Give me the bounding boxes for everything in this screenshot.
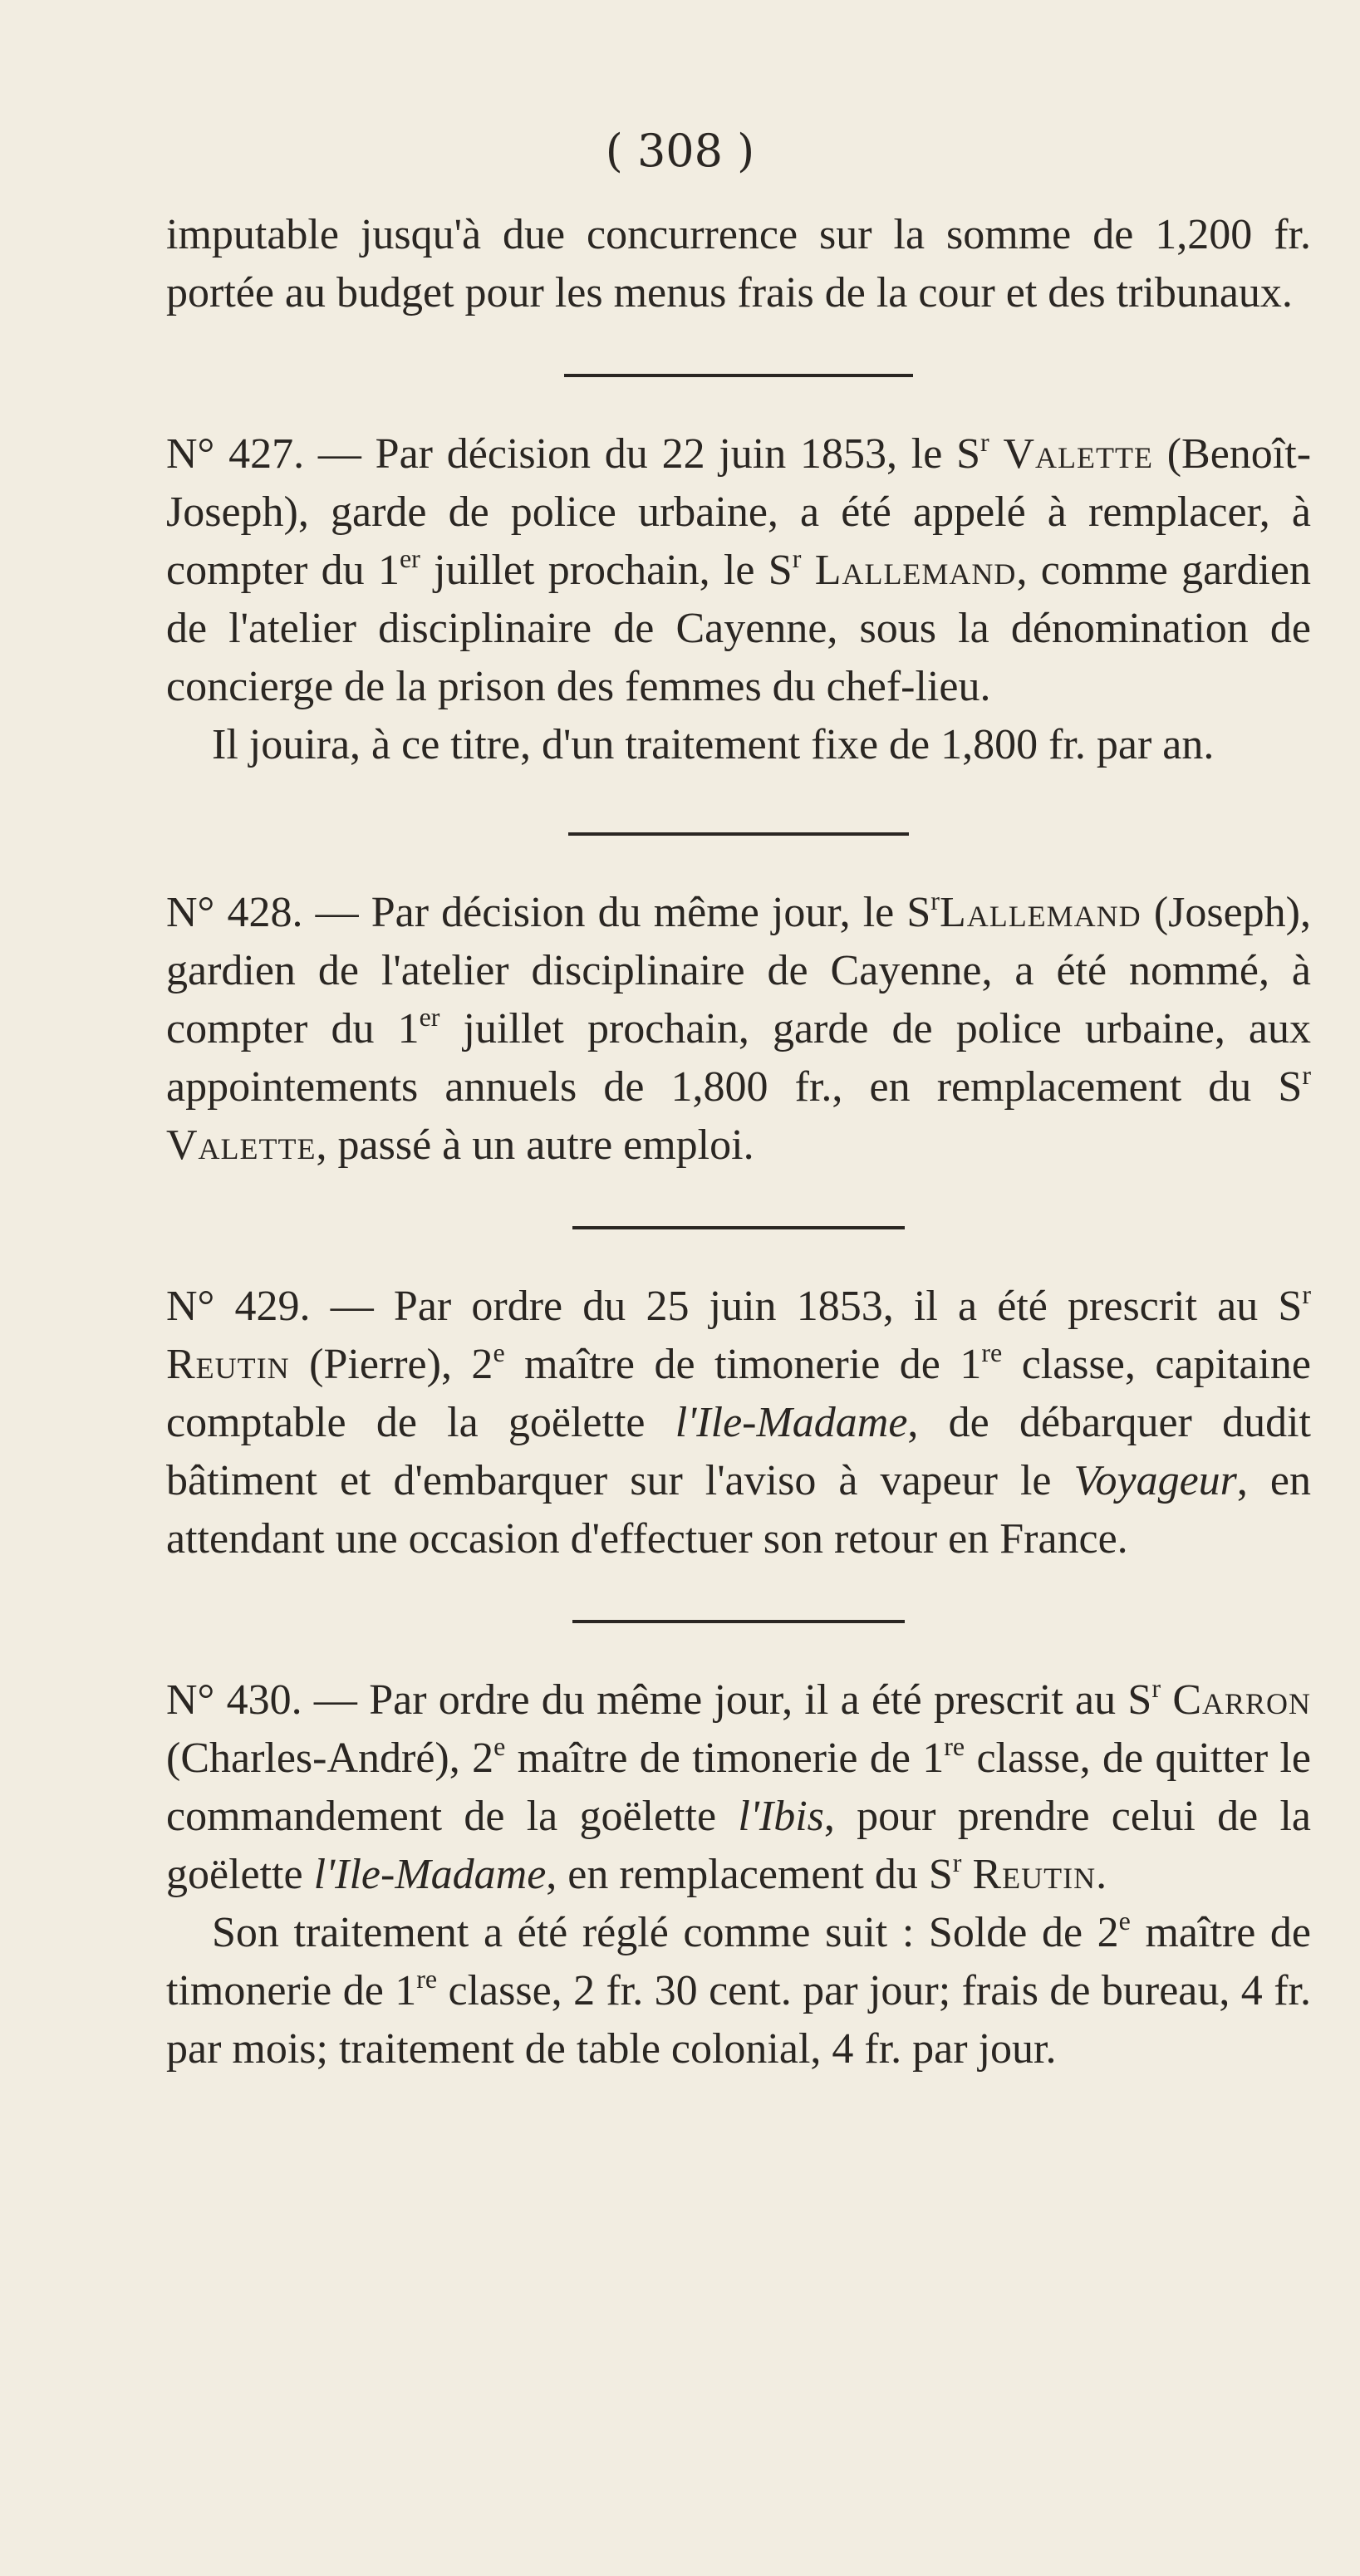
superscript: r — [930, 886, 940, 915]
superscript: re — [944, 1731, 965, 1761]
entry-428-paragraph — [166, 884, 1311, 1175]
text-run: . — [1096, 1851, 1107, 1898]
ship-name: l'Ile-Madame — [313, 1851, 547, 1898]
text-run: , en remplacement du S — [546, 1851, 953, 1898]
text-run: N° 430. — Par ordre du même jour, il a été prescrit au S — [166, 1676, 1152, 1724]
superscript: r — [980, 427, 989, 457]
text-run: maître de timonerie de 1 — [504, 1341, 982, 1388]
entry-427-paragraph — [166, 425, 1311, 716]
text-run: (Benoît-Joseph), garde de police urbaine, a été appelé à remplacer, à compter du 1 — [166, 430, 1312, 594]
ship-name: l'Ile-Madame — [675, 1399, 908, 1446]
person-name: Valette — [166, 1121, 317, 1169]
superscript: r — [1302, 1279, 1311, 1309]
text-run: N° 427. — Par décision du 22 juin 1853, le S — [166, 430, 980, 478]
text-run: juillet prochain, le S — [420, 547, 793, 594]
person-name: Valette — [1003, 430, 1153, 478]
person-name: Lallemand — [814, 547, 1017, 594]
text-run: classe, 2 fr. 30 cent. par jour; frais de bureau, 4 fr. par mois; traitement de table colonial, 4 fr. par jour. — [166, 1967, 1311, 2073]
person-name: Reutin — [166, 1341, 290, 1388]
text-run: , en attendant une occasion d'effectuer son retour en France. — [166, 1457, 1311, 1563]
superscript: re — [981, 1337, 1003, 1367]
text-run: , comme gardien de l'atelier disciplinaire de Cayenne, sous la dénomination de concierge de la prison des femmes du chef-lieu. — [166, 547, 1312, 710]
section-divider — [564, 374, 913, 377]
text-run: classe, de quitter le commandement de la goëlette — [166, 1735, 1311, 1840]
section-divider — [568, 832, 909, 836]
text-run: , pour prendre celui de la goëlette — [166, 1793, 1311, 1898]
text-run: , de débarquer dudit bâtiment et d'embarquer sur l'aviso à vapeur le — [166, 1399, 1311, 1504]
superscript: r — [1151, 1673, 1161, 1703]
continuation-paragraph: imputable jusqu'à due concurrence sur la somme de 1,200 fr. portée au budget pour les menus frais de la cour et des tribunaux. — [166, 211, 1311, 316]
section-divider — [572, 1620, 905, 1623]
person-name: Reutin — [972, 1851, 1097, 1898]
page-body — [166, 206, 1311, 2078]
text-run: juillet prochain, garde de police urbaine, aux appointements annuels de 1,800 fr., en remplacement du S — [166, 1005, 1311, 1111]
superscript: r — [952, 1847, 962, 1877]
superscript: r — [792, 543, 802, 573]
superscript: e — [1118, 1906, 1131, 1936]
entry-427-salary-paragraph: Il jouira, à ce titre, d'un traitement fixe de 1,800 fr. par an. — [212, 721, 1215, 768]
text-run: , passé à un autre emploi. — [316, 1121, 754, 1169]
text-run: Son traitement a été réglé comme suit : Solde de 2 — [212, 1909, 1119, 1956]
entry-430-salary-paragraph — [166, 1904, 1311, 2078]
entry-430-paragraph — [166, 1671, 1311, 1904]
person-name: Lallemand — [939, 889, 1142, 936]
ship-name: Voyageur — [1073, 1457, 1237, 1504]
text-run: (Charles-André), 2 — [166, 1735, 494, 1782]
person-name: Carron — [1172, 1676, 1312, 1724]
text-run: classe, capitaine comptable de la goëlette — [166, 1341, 1312, 1446]
text-run: N° 429. — Par ordre du 25 juin 1853, il a été prescrit au S — [166, 1283, 1303, 1330]
text-run: (Pierre), 2 — [289, 1341, 493, 1388]
superscript: er — [419, 1002, 440, 1032]
text-run: N° 428. — Par décision du même jour, le S — [166, 889, 931, 936]
section-divider — [572, 1226, 905, 1229]
text-run: maître de timonerie de 1 — [166, 1909, 1311, 2014]
ship-name: l'Ibis — [738, 1793, 824, 1840]
superscript: e — [493, 1337, 505, 1367]
entry-429-paragraph — [166, 1278, 1311, 1568]
text-run: (Joseph), gardien de l'atelier disciplinaire de Cayenne, a été nommé, à compter du 1 — [166, 889, 1311, 1052]
superscript: er — [399, 543, 420, 573]
page-number: ( 308 ) — [605, 125, 755, 177]
superscript: re — [416, 1964, 438, 1994]
superscript: e — [493, 1731, 506, 1761]
superscript: r — [1302, 1060, 1311, 1090]
text-run: maître de timonerie de 1 — [505, 1735, 945, 1782]
